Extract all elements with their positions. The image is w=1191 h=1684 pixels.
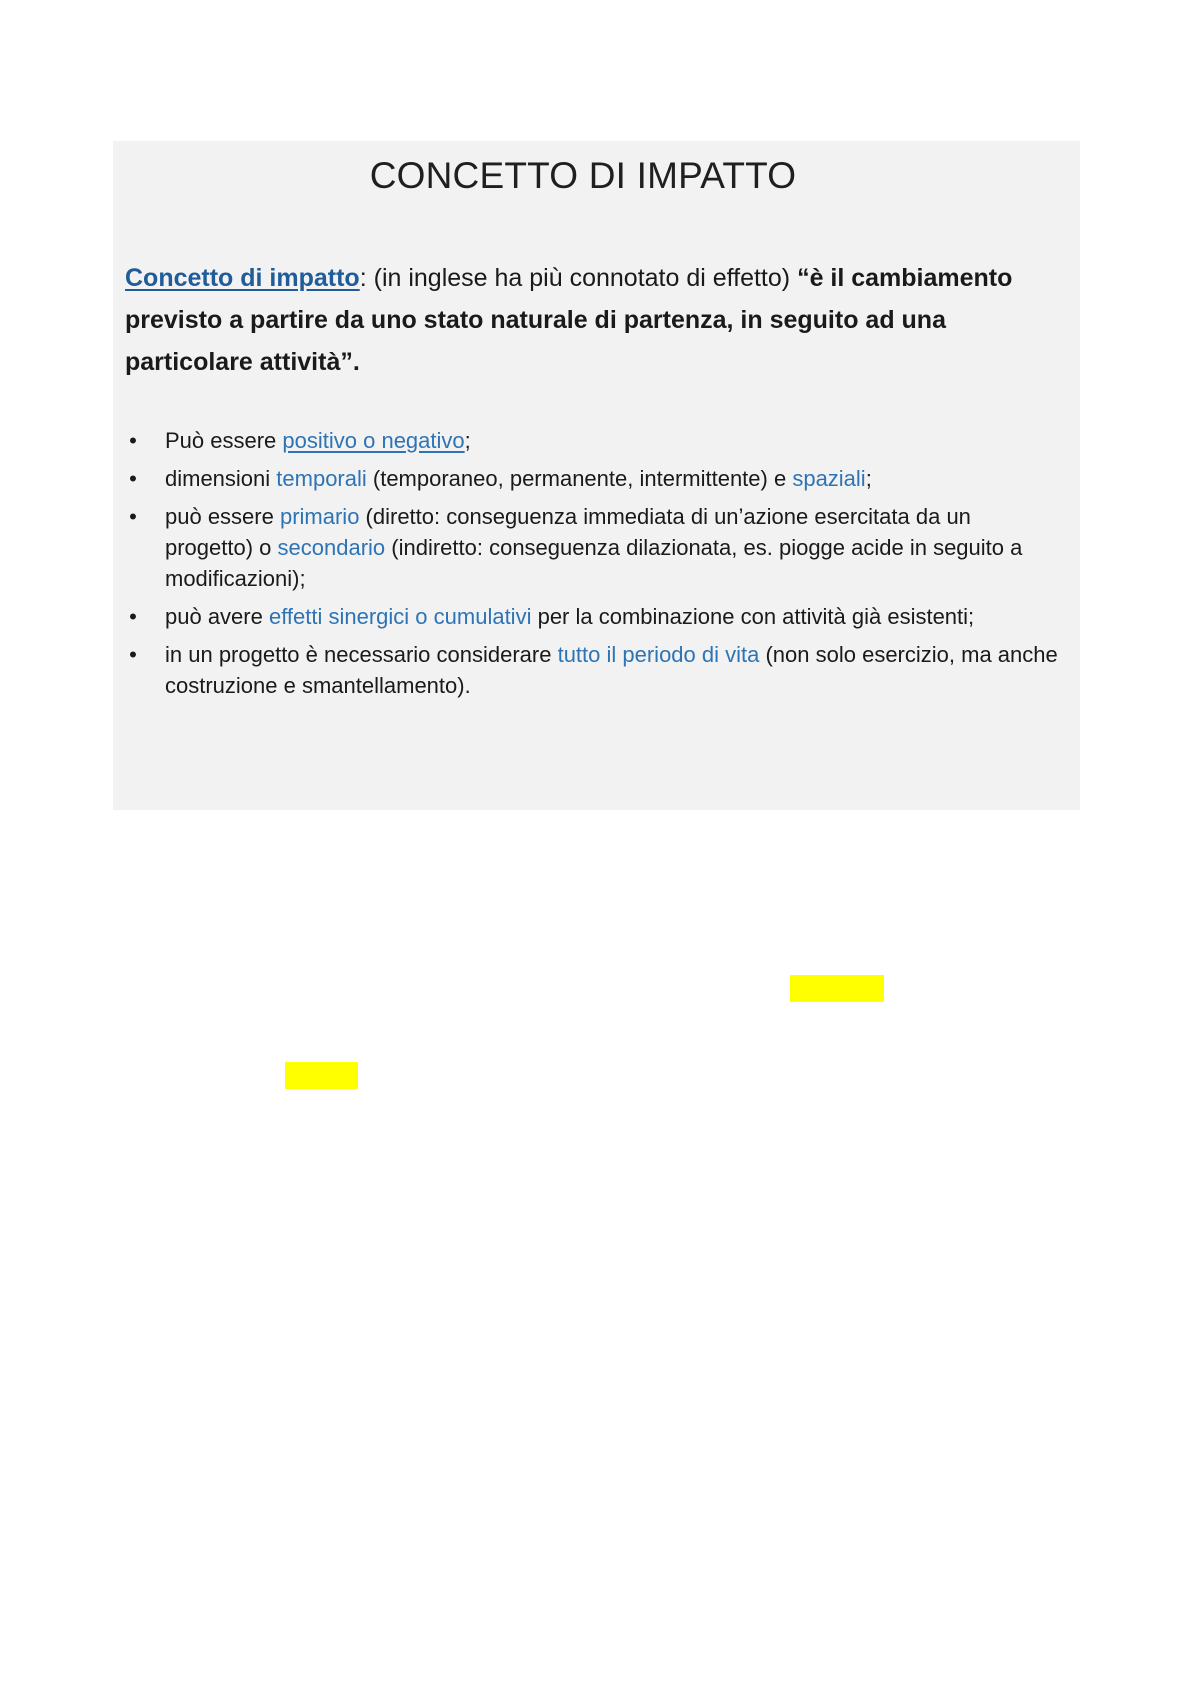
slide-panel [113, 141, 1080, 810]
bullet-text: (indiretto: conseguenza dilazionata, es. piogge acide in seguito a modificazioni); [165, 535, 1023, 591]
definition-quote: “è il cambiamento previsto a partire da uno stato naturale di partenza, in seguito ad una particolare attività”. [125, 264, 1013, 376]
bullet-text: (non solo esercizio, ma anche costruzione e smantellamento). [165, 642, 1058, 698]
bullet-text: può avere [165, 604, 269, 629]
list-item [123, 425, 1058, 456]
list-item [123, 501, 1058, 594]
bullet-text: ; [464, 428, 471, 453]
bullet-text: in un progetto è necessario considerare [165, 642, 558, 667]
bullet-text: (diretto: conseguenza immediata di un’azione esercitata da un progetto) o [165, 504, 971, 560]
list-item [123, 463, 1058, 494]
bullet-text: Può essere [165, 428, 283, 453]
bullet-icon: • [129, 466, 137, 491]
definition-paragraph [125, 257, 1025, 383]
bullet-icon: • [129, 642, 137, 667]
bullet-text: per la combinazione con attività già esistenti; [531, 604, 975, 629]
bullet-text: può essere [165, 504, 280, 529]
bullet-text: ; [865, 466, 872, 491]
bullet-icon: • [129, 504, 137, 529]
list-item [123, 639, 1058, 701]
bullet-highlight: temporali [276, 466, 367, 491]
bullet-text: (temporaneo, permanente, intermittente) e [366, 466, 793, 491]
bullet-icon: • [129, 604, 137, 629]
highlight-marker [285, 1062, 358, 1089]
bullet-highlight: tutto il periodo di vita [557, 642, 760, 667]
bullet-highlight: positivo o negativo [282, 428, 465, 453]
list-item [123, 601, 1058, 632]
bullet-list [123, 425, 1058, 708]
slide-title: CONCETTO DI IMPATTO [369, 155, 797, 196]
bullet-highlight: spaziali [792, 466, 866, 491]
definition-colon: : [359, 264, 367, 292]
highlight-marker [790, 975, 884, 1002]
bullet-highlight: effetti sinergici o cumulativi [268, 604, 532, 629]
bullet-text: dimensioni [165, 466, 277, 491]
bullet-highlight: secondario [277, 535, 386, 560]
bullet-highlight: primario [279, 504, 360, 529]
definition-intro: (in inglese ha più connotato di effetto) [366, 264, 798, 292]
bullet-icon: • [129, 428, 137, 453]
definition-term: Concetto di impatto [125, 264, 360, 292]
